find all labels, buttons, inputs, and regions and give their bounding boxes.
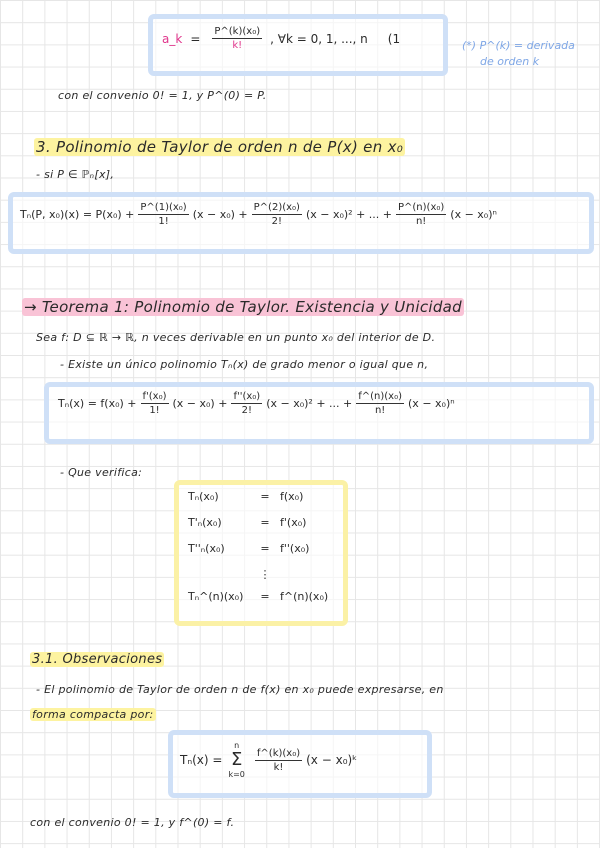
top-formula-fraction — [212, 26, 262, 51]
theorem-f1-den: 1! — [149, 405, 160, 416]
theorem-f1-tail: (x − x₀) + — [172, 397, 228, 410]
convention-2: con el convenio 0! = 1, y f^(0) = f. — [30, 816, 235, 829]
top-formula-tail: , ∀k = 0, 1, ..., n — [270, 31, 368, 46]
summation — [228, 740, 244, 780]
sum-bottom: k=0 — [228, 770, 245, 779]
compact-num: f^(k)(x₀) — [256, 747, 301, 759]
theorem-statement: Sea f: D ⊆ ℝ → ℝ, n veces derivable en un punto x₀ del interior de D. — [36, 331, 436, 344]
condition-row: Tₙ^(n)(x₀) = f^(n)(x₀) — [188, 590, 329, 603]
top-formula-lhs: a_k — [162, 31, 183, 46]
taylor-poly-fn-tail: (x − x₀)ⁿ — [450, 208, 497, 221]
section-3-bullet: - si P ∈ ℙₙ[x], — [36, 168, 115, 181]
taylor-poly-fn-den: n! — [415, 216, 427, 227]
taylor-poly-f2-tail: (x − x₀)² + ... + — [305, 208, 392, 221]
sum-top: n — [234, 741, 240, 750]
taylor-poly-lhs: Tₙ(P, x₀)(x) = P(x₀) + — [20, 208, 135, 221]
top-formula-num: P^(k)(x₀) — [214, 26, 261, 37]
section-3-1-title: 3.1. Observaciones — [32, 652, 163, 667]
compact-tail: (x − x₀)ᵏ — [306, 753, 358, 767]
condition-row: T''ₙ(x₀) = f''(x₀) — [188, 542, 310, 555]
convention-1: con el convenio 0! = 1, y P^(0) = P. — [58, 89, 267, 102]
condition-row: ⋮ — [259, 568, 271, 581]
compact-den: k! — [273, 761, 284, 773]
equation-number: (1 — [387, 31, 401, 46]
taylor-poly-f2-num: P^(2)(x₀) — [253, 202, 300, 213]
theorem-formula-lhs: Tₙ(x) = f(x₀) + — [58, 397, 137, 410]
section-3-1-bullet-cont: forma compacta por: — [32, 708, 154, 721]
taylor-poly-f1-num: P^(1)(x₀) — [140, 202, 187, 213]
theorem-fn-den: n! — [374, 405, 386, 416]
theorem-bullet: - Existe un único polinomio Tₙ(x) de grado menor o igual que n, — [60, 358, 429, 371]
side-note-text: P^(k) = derivada — [479, 39, 575, 52]
theorem-fn-num: f^(n)(x₀) — [358, 391, 403, 402]
theorem-f2-num: f''(x₀) — [233, 391, 261, 402]
top-formula — [162, 26, 400, 51]
section-3-1-bullet: - El polinomio de Taylor de orden n de f(x) en x₀ puede expresarse, en — [36, 683, 444, 696]
condition-row: T'ₙ(x₀) = f'(x₀) — [188, 516, 307, 529]
section-3-title: 3. Polinomio de Taylor de orden n de P(x) en x₀ — [36, 138, 404, 156]
side-note-text2: de orden k — [480, 55, 540, 68]
side-note — [462, 38, 575, 70]
compact-formula-lhs: Tₙ(x) = — [180, 753, 223, 767]
theorem-fn-tail: (x − x₀)ⁿ — [408, 397, 455, 410]
theorem-formula — [58, 391, 455, 416]
taylor-poly-formula — [20, 202, 497, 227]
sum-symbol: Σ — [230, 749, 243, 770]
taylor-poly-f2-den: 2! — [271, 216, 282, 227]
theorem-title: → Teorema 1: Polinomio de Taylor. Existencia y Unicidad — [24, 298, 462, 316]
theorem-f2-den: 2! — [241, 405, 252, 416]
top-formula-eq: = — [190, 31, 201, 46]
taylor-poly-fn-num: P^(n)(x₀) — [398, 202, 445, 213]
side-note-marker: (*) — [462, 39, 477, 52]
taylor-poly-f1-tail: (x − x₀) + — [192, 208, 248, 221]
theorem-f1-num: f'(x₀) — [142, 391, 167, 402]
taylor-poly-f1-den: 1! — [158, 216, 169, 227]
theorem-f2-tail: (x − x₀)² + ... + — [266, 397, 353, 410]
compact-formula — [180, 740, 357, 780]
condition-row: Tₙ(x₀) = f(x₀) — [188, 490, 304, 503]
verifica-label: - Que verifica: — [60, 466, 143, 479]
conditions-list — [188, 490, 338, 616]
top-formula-den: k! — [232, 40, 243, 51]
